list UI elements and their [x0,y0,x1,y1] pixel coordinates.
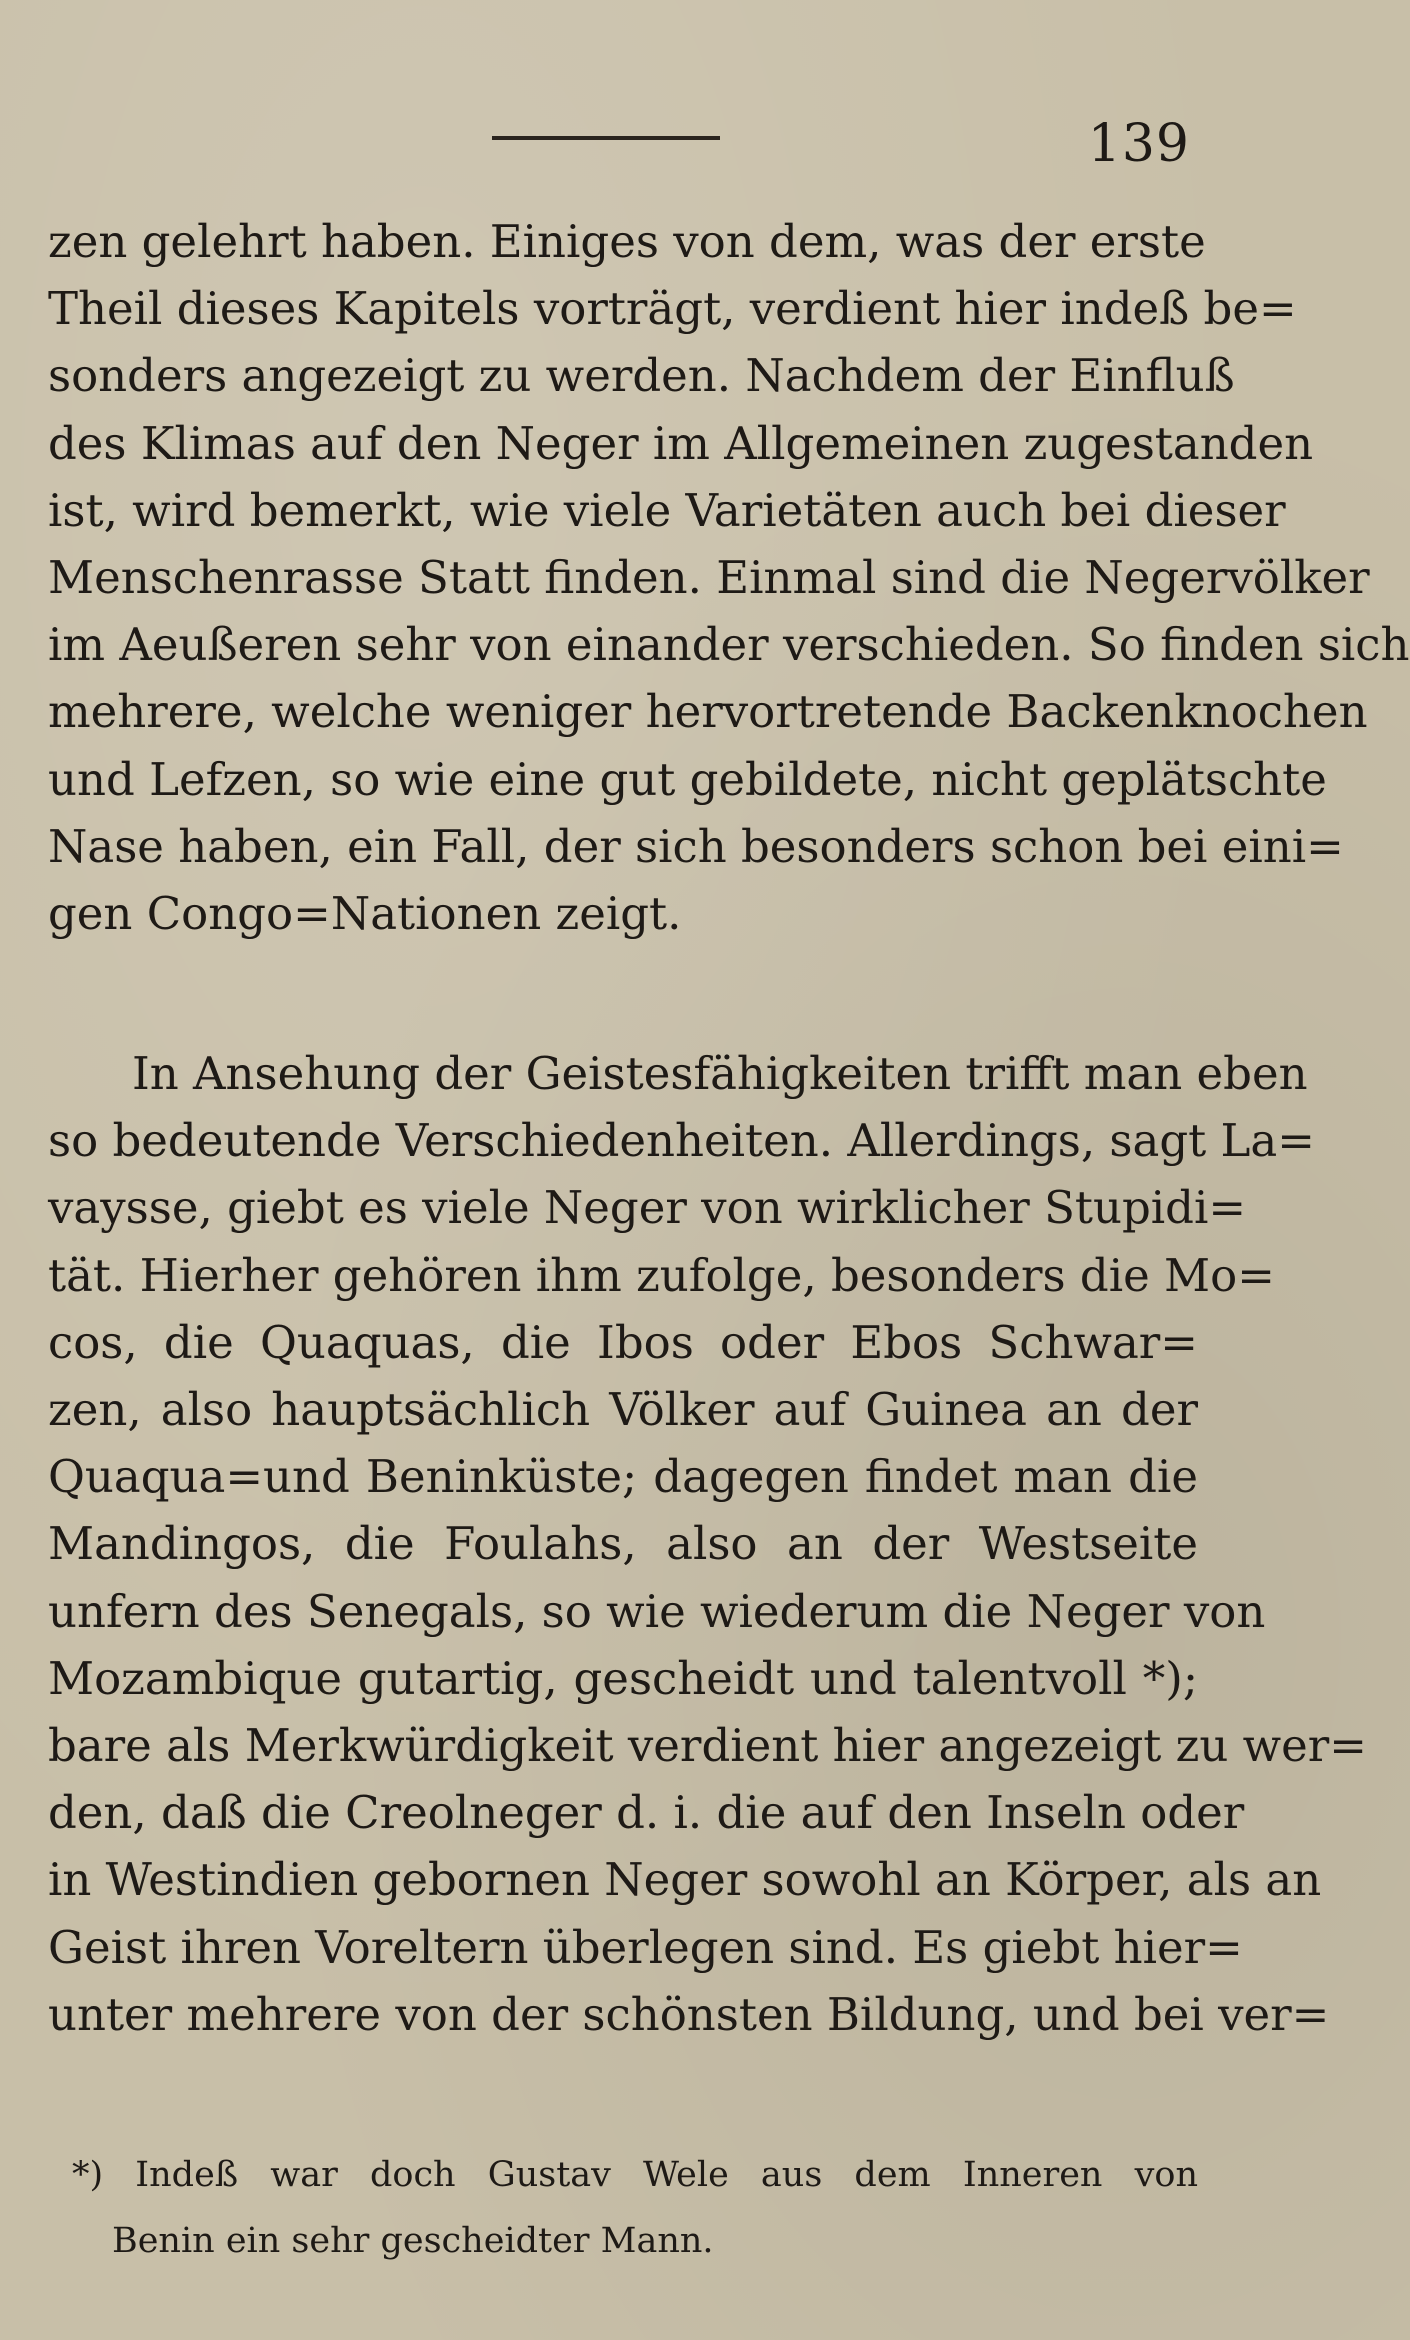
text-line: bare als Merkwürdigkeit verdient hier angezeigt zu wer= [48,1719,1367,1773]
text-line: den, daß die Creolneger d. i. die auf den Inseln oder [48,1786,1245,1840]
text-line: In Ansehung der Geistesfähigkeiten trifft man eben [132,1047,1308,1100]
paragraph-1 [48,208,1410,947]
paragraph-2 [48,1040,1367,2048]
text-line: zen gelehrt haben. Einiges von dem, was der erste [48,215,1206,268]
text-line: zen, also hauptsächlich Völker auf Guinea an der [48,1383,1198,1437]
text-line: Menschenrasse Statt finden. Einmal sind die Negervölker [48,551,1370,605]
text-line: so bedeutende Verschiedenheiten. Allerdings, sagt La= [48,1114,1315,1168]
text-line: Mandingos, die Foulahs, also an der Westseite [48,1517,1198,1571]
text-line: in Westindien gebornen Neger sowohl an Körper, als an [48,1853,1322,1907]
text-line: Mozambique gutartig, gescheidt und talentvoll *); [48,1651,1198,1705]
page-number: 139 [1087,114,1190,174]
text-line: Theil dieses Kapitels vorträgt, verdient hier indeß be= [48,282,1297,336]
text-line: tät. Hierher gehören ihm zufolge, besonders die Mo= [48,1248,1275,1302]
text-line: Nase haben, ein Fall, der sich besonders schon bei eini= [48,819,1344,873]
text-line: gen Congo=Nationen zeigt. [48,887,682,941]
text-line: ist, wird bemerkt, wie viele Varietäten auch bei dieser [48,483,1286,537]
text-line: des Klimas auf den Neger im Allgemeinen zugestanden [48,416,1314,470]
text-line: Geist ihren Voreltern überlegen sind. Es giebt hier= [48,1920,1243,1974]
text-line: unfern des Senegals, so wie wiederum die Neger von [48,1584,1266,1638]
text-line: sonders angezeigt zu werden. Nachdem der Einfluß [48,349,1235,403]
footnote-line: *) Indeß war doch Gustav Wele aus dem Inneren von [72,2155,1198,2195]
text-line: Quaqua=und Beninküste; dagegen findet man die [48,1450,1198,1504]
text-line: mehrere, welche weniger hervortretende Backenknochen [48,685,1368,739]
text-line: und Lefzen, so wie eine gut gebildete, nicht geplätschte [48,752,1327,806]
footnote [72,2142,1198,2274]
text-line: unter mehrere von der schönsten Bildung, und bei ver= [48,1987,1330,2041]
header-rule [492,136,720,140]
text-line: vaysse, giebt es viele Neger von wirklicher Stupidi= [48,1181,1247,1235]
footnote-line: Benin ein sehr gescheidter Mann. [112,2221,714,2261]
text-line: im Aeußeren sehr von einander verschieden. So finden sich [48,618,1410,672]
text-line: cos, die Quaquas, die Ibos oder Ebos Schwar= [48,1315,1198,1369]
